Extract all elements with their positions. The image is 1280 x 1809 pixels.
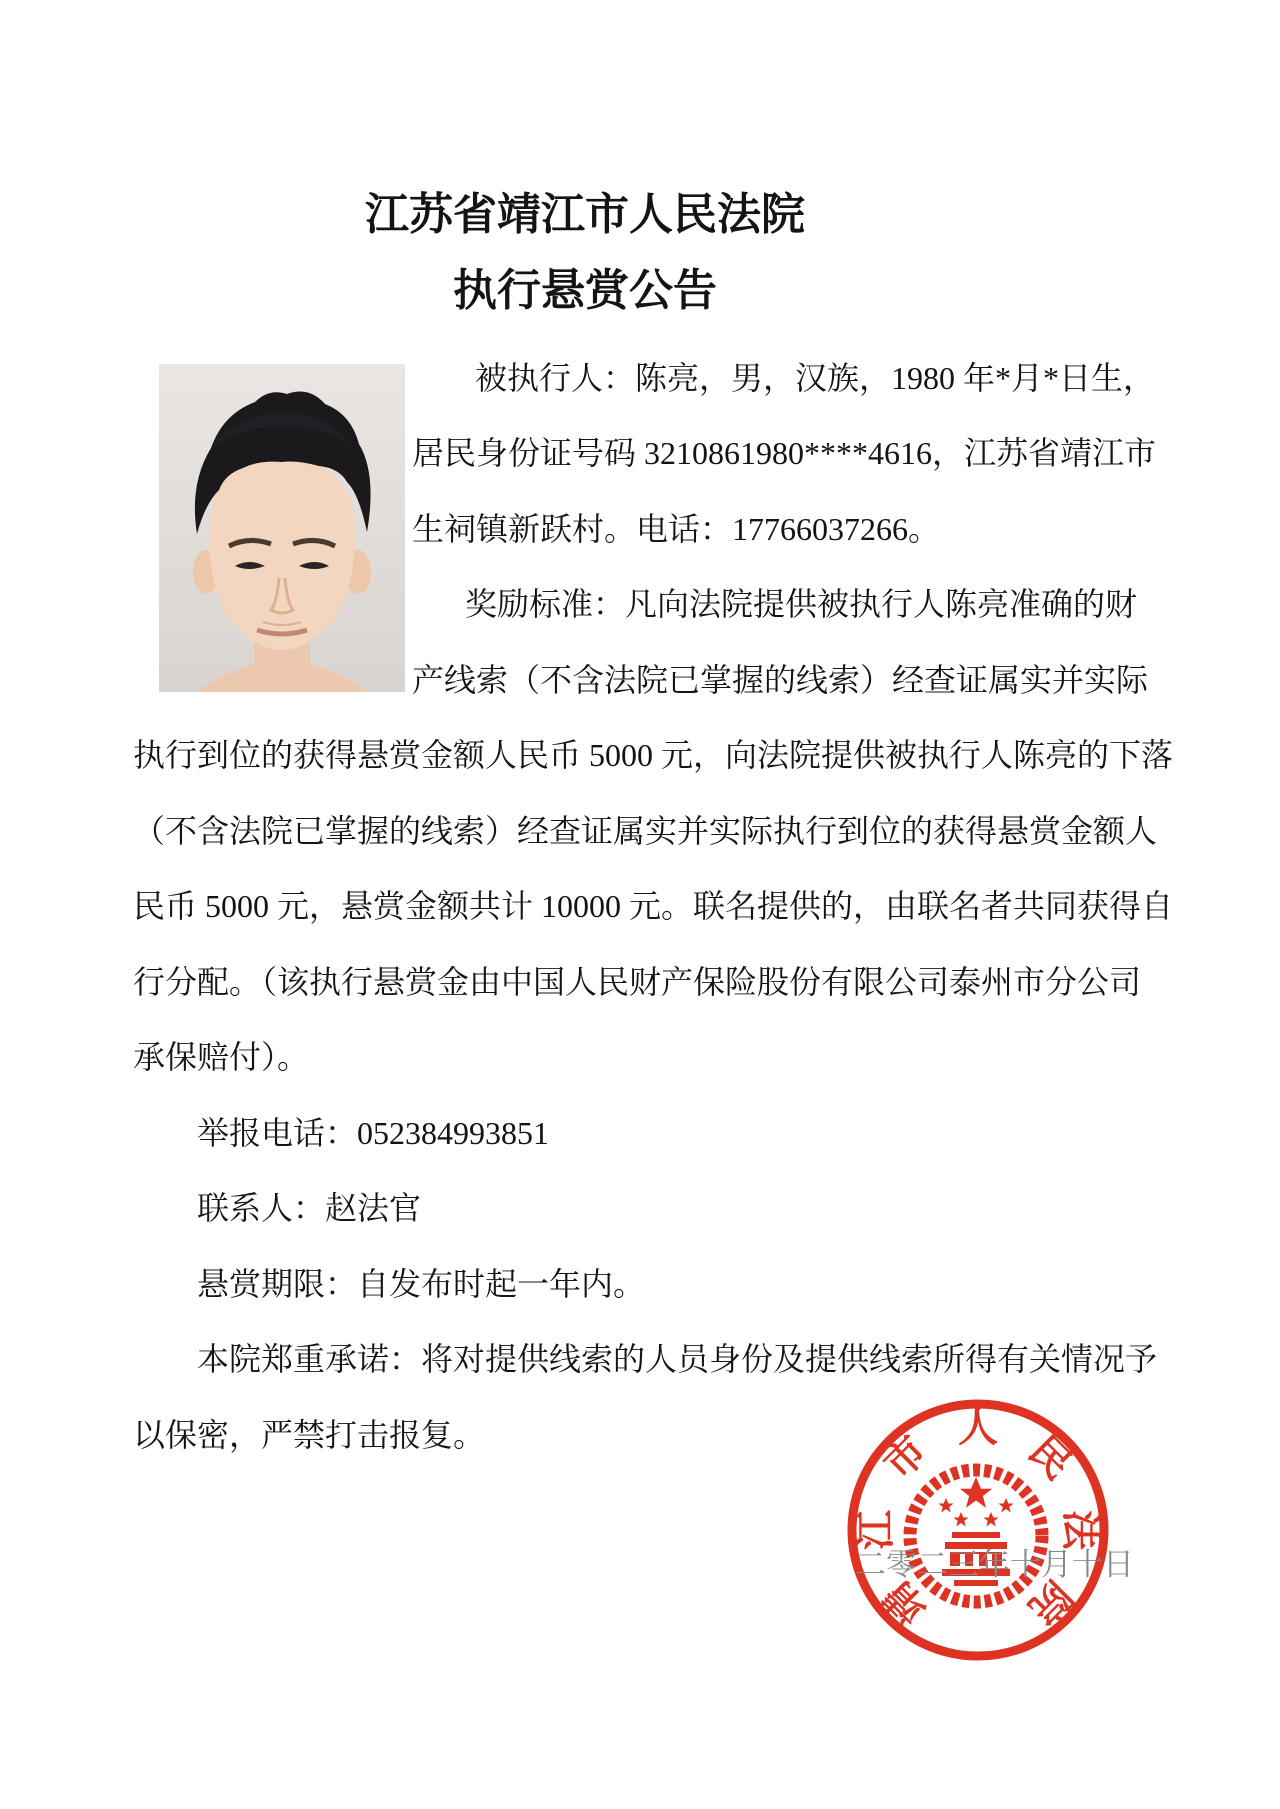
seal-ring-char: 人 [958,1405,998,1450]
emblem-small-star-1 [938,1498,953,1512]
body-line-underwriting: 承保赔付）。 [133,1039,310,1075]
body-line-reward-period: 悬赏期限：自发布时起一年内。 [197,1266,646,1302]
emblem-small-star-3 [983,1512,998,1526]
body-line-insurance-company: 行分配。（该执行悬赏金由中国人民财产保险股份有限公司泰州市分公司 [133,964,1142,1000]
court-seal-graphic [842,1394,1114,1666]
emblem-small-star-2 [953,1512,968,1526]
body-line-subject-intro: 被执行人：陈亮，男，汉族，1980 年*月*日生， [475,360,1156,396]
document-title-court-name: 江苏省靖江市人民法院 [365,190,805,239]
body-line-confidentiality: 本院郑重承诺：将对提供线索的人员身份及提供线索所得有关情况予 [197,1341,1158,1377]
seal-ring-char: 院 [1020,1572,1081,1633]
subject-photo [159,364,405,692]
body-line-id-number: 居民身份证号码 3210861980****4616，江苏省靖江市 [412,435,1157,471]
seal-ring-char: 江 [853,1510,898,1550]
body-line-total-10000: 民币 5000 元，悬赏金额共计 10000 元。联名提供的，由联名者共同获得自 [133,888,1174,924]
body-line-reward-standard: 奖励标准：凡向法院提供被执行人陈亮准确的财 [465,586,1138,622]
body-line-report-hotline: 举报电话：052384993851 [197,1115,550,1151]
emblem-big-star [960,1477,992,1508]
seal-ring-char: 靖 [875,1572,936,1633]
document-title-notice-type: 执行悬赏公告 [453,266,717,315]
official-court-seal [842,1394,1114,1666]
emblem-small-star-4 [998,1498,1013,1512]
body-line-whereabouts-clue: （不含法院已掌握的线索）经查证属实并实际执行到位的获得悬赏金额人 [133,813,1158,849]
body-line-property-clue: 产线索（不含法院已掌握的线索）经查证属实并实际 [412,662,1149,698]
seal-ring-char: 法 [1058,1510,1103,1550]
body-line-no-retaliation: 以保密，严禁打击报复。 [133,1417,486,1453]
body-line-contact-person: 联系人：赵法官 [197,1190,422,1226]
issue-date: 二零二三年十月十日 [855,1547,1134,1582]
subject-photo-illustration [159,364,405,692]
body-line-address-phone: 生祠镇新跃村。电话：17766037266。 [412,511,941,547]
seal-ring-char: 市 [875,1427,936,1488]
seal-ring-char: 民 [1020,1427,1081,1488]
body-line-reward-5000: 执行到位的获得悬赏金额人民币 5000 元，向法院提供被执行人陈亮的下落 [133,737,1174,773]
